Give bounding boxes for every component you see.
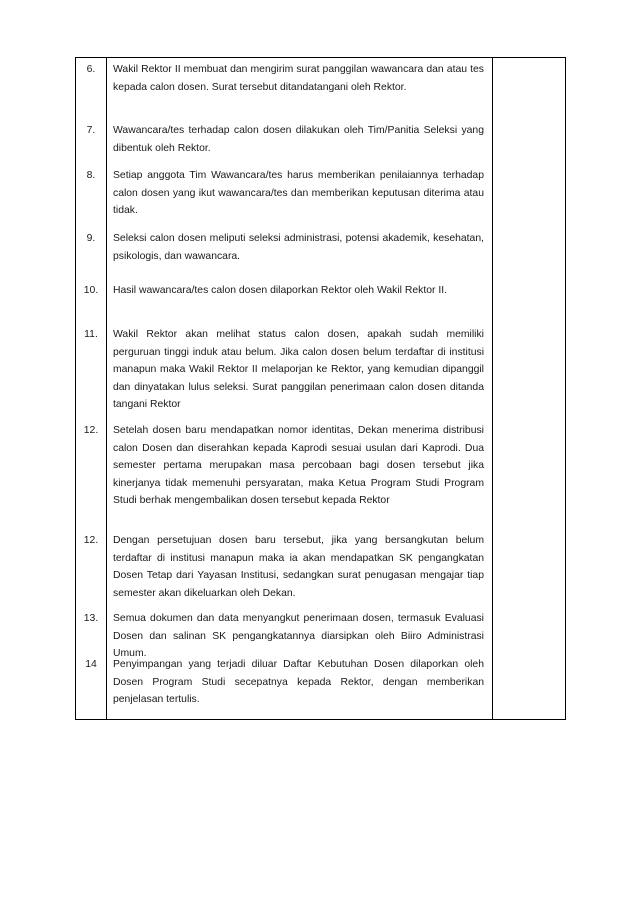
item-number: 10. <box>83 285 99 296</box>
item-text: Wakil Rektor akan melihat status calon dosen, apakah sudah memiliki perguruan tinggi induk atau belum. Jika calon dosen belum terdaftar di institusi manapun maka Wakil Rektor II melaporjan ke Rektor, yang kemudian dipanggil dan dinyatakan lulus seleksi. Surat panggilan penerimaan calon dosen ditanda tangani Rektor <box>113 329 484 410</box>
item-number: 12. <box>83 425 99 436</box>
item-number: 12. <box>83 535 99 546</box>
item-text: Penyimpangan yang terjadi diluar Daftar Kebutuhan Dosen dilaporkan oleh Dosen Program Studi secepatnya kepada Rektor, dengan memberikan penjelasan tertulis. <box>113 659 484 705</box>
item-text: Semua dokumen dan data menyangkut penerimaan dosen, termasuk Evaluasi Dosen dan salinan SK pengangkatannya diarsipkan oleh Biiro Administrasi Umum. <box>113 613 484 659</box>
item-number: 8. <box>86 170 96 181</box>
item-number: 6. <box>86 64 96 75</box>
column-divider <box>106 58 107 719</box>
item-number: 11. <box>84 329 98 340</box>
column-divider <box>492 58 493 719</box>
item-text: Setelah dosen baru mendapatkan nomor identitas, Dekan menerima distribusi calon Dosen dan diserahkan kepada Kaprodi sesuai usulan dari Kaprodi. Dua semester pertama merupakan masa percobaan bagi dosen tersebut jika kinerjanya tidak memenuhi persyaratan, maka Ketua Program Studi Program Studi berhak mengembalikan dosen tersebut kepada Rektor <box>113 425 484 506</box>
item-number: 9. <box>86 233 96 244</box>
item-text: Setiap anggota Tim Wawancara/tes harus memberikan penilaiannya terhadap calon dosen yang ikut wawancara/tes dan memberikan keputusan diterima atau tidak. <box>113 170 484 216</box>
item-text: Wawancara/tes terhadap calon dosen dilakukan oleh Tim/Panitia Seleksi yang dibentuk oleh Rektor. <box>113 125 484 154</box>
item-number: 13. <box>83 613 99 624</box>
item-number: 7. <box>86 125 96 136</box>
item-text: Hasil wawancara/tes calon dosen dilaporkan Rektor oleh Wakil Rektor II. <box>113 285 448 296</box>
item-text: Dengan persetujuan dosen baru tersebut, jika yang bersangkutan belum terdaftar di institusi manapun maka ia akan mendapatkan SK pengangkatan Dosen Tetap dari Yayasan Institusi, sedangkan surat penugasan mengajar tiap semester akan dikeluarkan oleh Dekan. <box>113 535 484 599</box>
item-text: Wakil Rektor II membuat dan mengirim surat panggilan wawancara dan atau tes kepada calon dosen. Surat tersebut ditandatangani oleh Rektor. <box>113 64 484 93</box>
procedure-table <box>75 57 566 720</box>
item-number: 14 <box>85 659 97 670</box>
item-text: Seleksi calon dosen meliputi seleksi administrasi, potensi akademik, kesehatan, psikologis, dan wawancara. <box>113 233 484 262</box>
